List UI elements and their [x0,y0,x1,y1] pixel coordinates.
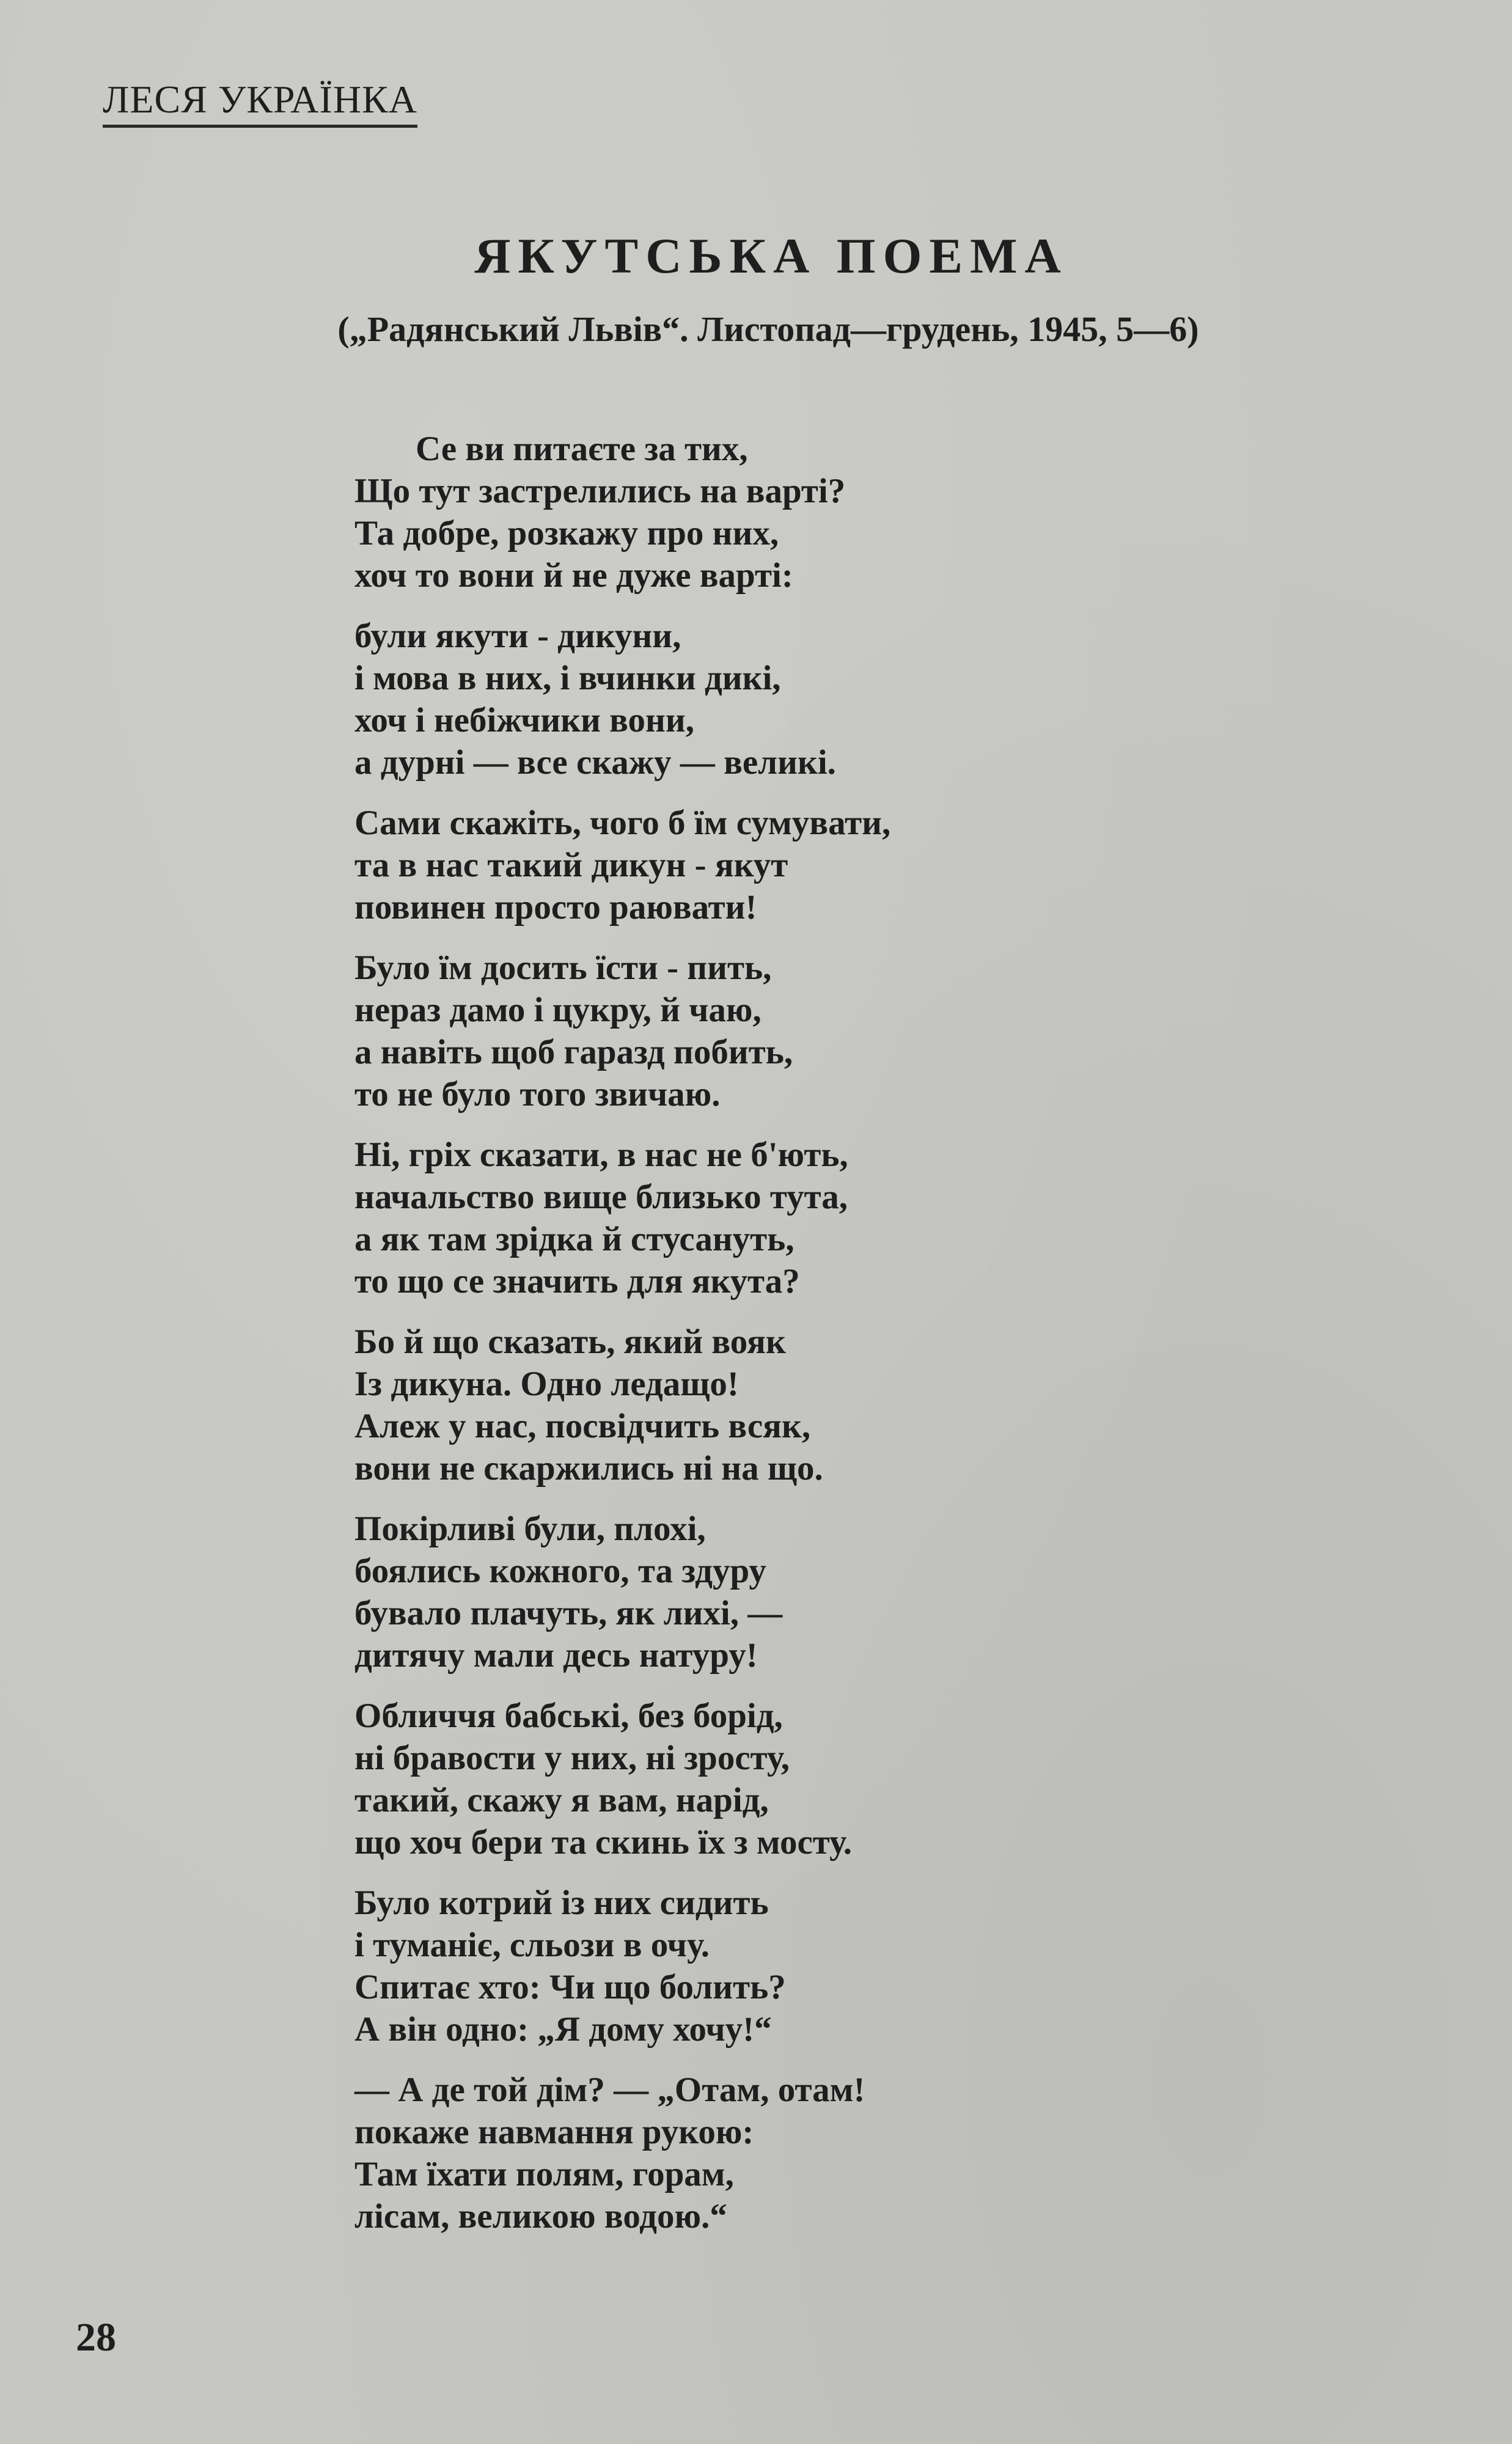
stanza [354,1321,1149,1489]
poem-line: Ні, гріх сказати, в нас не б'ють, [354,1136,848,1174]
poem-line: Обличчя бабські, без борід, [354,1697,783,1735]
poem-body [354,428,1149,2256]
stanza [354,947,1149,1115]
poem-line: та в нас такий дикун - якут [354,846,788,884]
poem-line: бувало плачуть, як лихі, — [354,1594,783,1632]
poem-line: дитячу мали десь натуру! [354,1636,758,1675]
poem-line: боялись кожного, та здуру [354,1552,766,1590]
poem-line: Що тут застрелились на варті? [354,472,846,510]
poem-line: повинен просто раювати! [354,888,757,927]
poem-line: хоч і небіжчики вони, [354,701,694,739]
poem-line: і мова в них, і вчинки дикі, [354,659,781,697]
poem-line: Було їм досить їсти - пить, [354,949,772,987]
poem-line: Там їхати полям, горам, [354,2155,734,2193]
poem-line: Спитає хто: Чи що болить? [354,1968,786,2006]
poem-line: Бо й що сказать, який вояк [354,1323,786,1361]
poem-line: були якути - дикуни, [354,617,681,655]
poem-line: начальство вище близько тута, [354,1178,848,1216]
stanza [354,428,1149,596]
stanza [354,615,1149,783]
poem-line: ні бравости у них, ні зросту, [354,1739,790,1777]
poem-line: Се ви питаєте за тих, [416,430,748,468]
stanza [354,1882,1149,2050]
page-number: 28 [76,2315,116,2360]
poem-line: нераз дамо і цукру, й чаю, [354,991,762,1029]
running-head: ЛЕСЯ УКРАЇНКА [103,78,417,128]
stanza [354,1134,1149,1302]
poem-line: Та добре, розкажу про них, [354,514,779,552]
poem-line: хоч то вони й не дуже варті: [354,556,793,595]
poem-line: лісам, великою водою.“ [354,2197,727,2236]
poem-line: такий, скажу я вам, нарід, [354,1781,769,1819]
poem-line: А він одно: „Я дому хочу!“ [354,2010,772,2049]
poem-line: вони не скаржились ні на що. [354,1449,823,1488]
poem-line: і туманіє, сльози в очу. [354,1926,710,1964]
poem-line: що хоч бери та скинь їх з мосту. [354,1823,853,1862]
poem-line: Із дикуна. Одно ледащо! [354,1365,739,1403]
stanza [354,1695,1149,1863]
poem-line: Покірливі були, плохі, [354,1510,706,1548]
poem-line: Сами скажіть, чого б їм сумувати, [354,804,891,842]
poem-title: ЯКУТСЬКА ПОЕМА [474,228,1068,284]
stanza [354,802,1149,928]
poem-line: — А де той дім? — „Отам, отам! [354,2071,865,2109]
poem-line: то що се значить для якута? [354,1262,800,1301]
poem-line: Було котрий із них сидить [354,1884,769,1922]
poem-line: покаже навмання рукою: [354,2113,754,2151]
stanza [354,2069,1149,2237]
stanza [354,1508,1149,1676]
poem-line: Алеж у нас, посвідчить всяк, [354,1407,811,1445]
poem-line: а дурні — все скажу — великі. [354,743,836,782]
poem-line: а як там зрідка й стусануть, [354,1220,795,1258]
poem-line: то не було того звичаю. [354,1075,721,1114]
publication-source: („Радянський Львів“. Листопад—грудень, 1945, 5—6) [337,309,1199,349]
poem-line: а навіть щоб гаразд побить, [354,1033,793,1071]
